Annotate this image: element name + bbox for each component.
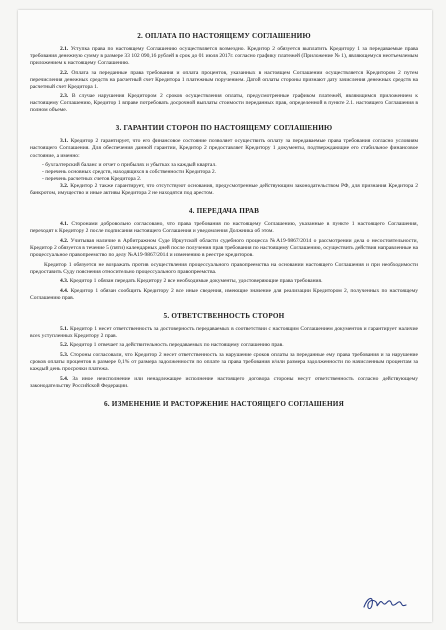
paragraph-text: За иное неисполнение или ненадлежащее исполнение настоящего договора стороны несут ответственность согласно действующему законодательству Российской Федерации. (30, 375, 419, 389)
paragraph-text: Стороны согласовали, что Кредитор 2 несет ответственность за нарушение сроков оплаты за переданные ему права требования и за нарушение сроков оплаты процентов в размере 0,1% от размера задолженности по оплате за права требования и/или размера задолженности по начисленным процентам за каждый день просрочки платежа. (30, 351, 418, 372)
section-heading: 4. ПЕРЕДАЧА ПРАВ (188, 207, 260, 216)
paragraph-number: 4.4. (60, 287, 69, 294)
paragraph-number: 4.3. (60, 278, 69, 285)
paragraph (30, 183, 418, 197)
paragraph-number: 2.1. (60, 46, 69, 52)
paragraph (30, 278, 418, 285)
paragraph (30, 70, 418, 91)
paragraph (30, 342, 418, 349)
paragraph-text: Сторонами добровольно согласовано, что права требования по настоящему Соглашению, указанные в пункте 1 настоящего Соглашения, переходят к Кредитору 2 после подписания настоящего Соглашения и уведомления Должника об этом. (30, 221, 418, 235)
paragraph-number: 5.4. (60, 375, 69, 382)
section-heading: 3. ГАРАНТИИ СТОРОН ПО НАСТОЯЩЕМУ СОГЛАШЕНИЮ (115, 124, 333, 133)
section-heading: 6. ИЗМЕНЕНИЕ И РАСТОРЖЕНИЕ НАСТОЯЩЕГО СОГЛАШЕНИЯ (104, 399, 344, 408)
paragraph-number: 3.2. (60, 183, 69, 190)
paragraph-number: 5.1. (60, 325, 69, 332)
paragraph-number: 5.2. (60, 342, 69, 349)
document-body (30, 32, 418, 414)
paragraph (30, 238, 418, 259)
paragraph (30, 46, 418, 67)
list-item: - бухгалтерский баланс и отчет о прибылях и убытках за каждый квартал. (42, 162, 217, 169)
paragraph (30, 93, 418, 114)
paragraph-text: Кредитор 1 несет ответственность за достоверность передаваемых в соответствии с настоящим Соглашением документов и гарантирует наличие всех уступленных Кредитору 2 прав. (30, 325, 418, 339)
paragraph (30, 262, 418, 276)
paragraph-text: В случае нарушения Кредитором 2 сроков осуществления оплаты, предусмотренные графиком платежей, являющимся приложением к настоящему Соглашению, Кредитор 1 вправе потребовать досрочной выплаты стоимости переданных прав, определенной в пункте 2.1. настоящего Соглашения в полном объеме. (30, 93, 419, 114)
paragraph-text: Кредитор 1 отвечает за действительность передаваемых по настоящему соглашению прав. (69, 342, 284, 349)
list-item: - перечень основных средств, находящихся в собственности Кредитора 2. (42, 169, 217, 176)
paragraph-number: 2.2. (60, 69, 69, 76)
document-list (30, 162, 418, 183)
paragraph (30, 221, 418, 235)
paragraph-number: 4.1. (60, 221, 69, 228)
paragraph-text: Кредитор 1 обязан сообщить Кредитору 2 все иные сведения, имеющие значение для реализации Кредитором 2, полученных по настоящему Соглашению прав. (30, 287, 418, 301)
document-page (18, 10, 432, 622)
paragraph-number: 2.3. (60, 93, 69, 100)
paragraph-number: 5.3. (60, 351, 69, 358)
paragraph (30, 326, 418, 340)
paragraph-text: Кредитор 2 гарантирует, что его финансовое состояние позволяет осуществить оплату за передаваемые права требования согласно условиям настоящего Соглашения. Для обеспечения данной гарантии, Кредитор 2 предоставляет Кредитору 1 документы, подтверждающие его стабильное финансовое состояние, а именно: (30, 138, 419, 159)
paragraph (30, 376, 418, 390)
paragraph-text: Учитывая наличие в Арбитражном Суде Иркутской области судебного процесса №А19-9867/2014 о рассмотрении дела о несостоятельности, Кредитор 2 обязуется в течение 5 (пяти) календарных дней после получения прав требования по настоящему Соглашению, осуществить действия направленные на процессуальное правопреемство по делу №А19-9867/2014 и изменению в реестре кредиторов. (30, 237, 418, 258)
paragraph-text: Кредитор 1 обязан передать Кредитору 2 все необходимые документы, удостоверяющие права требования. (69, 278, 323, 285)
list-item: - перечень расчетных счетов Кредитора 2. (42, 176, 142, 183)
section-heading: 2. ОПЛАТА ПО НАСТОЯЩЕМУ СОГЛАШЕНИЮ (137, 32, 311, 40)
handwritten-signature (360, 592, 410, 614)
paragraph (30, 138, 418, 159)
section-heading: 5. ОТВЕТСТВЕННОСТЬ СТОРОН (163, 311, 285, 320)
paragraph (30, 352, 418, 373)
paragraph-number: 3.1. (60, 138, 69, 145)
paragraph (30, 288, 418, 302)
paragraph-number: 4.2. (60, 237, 69, 244)
paragraph-text: Оплата за переданные права требования и оплата процентов, указанных в настоящем Соглашении осуществляется Кредитором 2 путем перечисления денежных средств на расчетный счет Кредитора 1 платежным поручением. Датой оплаты стороны признают дату зачисления денежных средств на расчетный счет Кредитора 1. (30, 69, 419, 90)
paragraph-text: Кредитор 2 также гарантирует, что отсутствуют основания, предусмотренные действующим законодательством РФ, для признания Кредитора 2 банкротом, имущество и иные активы Кредитора 2 не находятся под арестом. (30, 183, 418, 197)
paragraph-text: Уступка права по настоящему Соглашению осуществляется возмездно. Кредитор 2 обязуется выплатить Кредитору 1 за передаваемые права требования денежную сумму в размере 33 102 090,16 рублей в срок до 01 июля 2017г. согласно графику платежей (Приложение № 1), являющемуся неотъемлемым приложением к настоящему Соглашению. (30, 46, 418, 67)
paragraph-text: Кредитор 1 обязуется не возражать против осуществления процессуального правопреемства на основании настоящего Соглашения и при необходимости предоставить Суду пояснения относительно процессуального правопреемства. (30, 261, 418, 275)
